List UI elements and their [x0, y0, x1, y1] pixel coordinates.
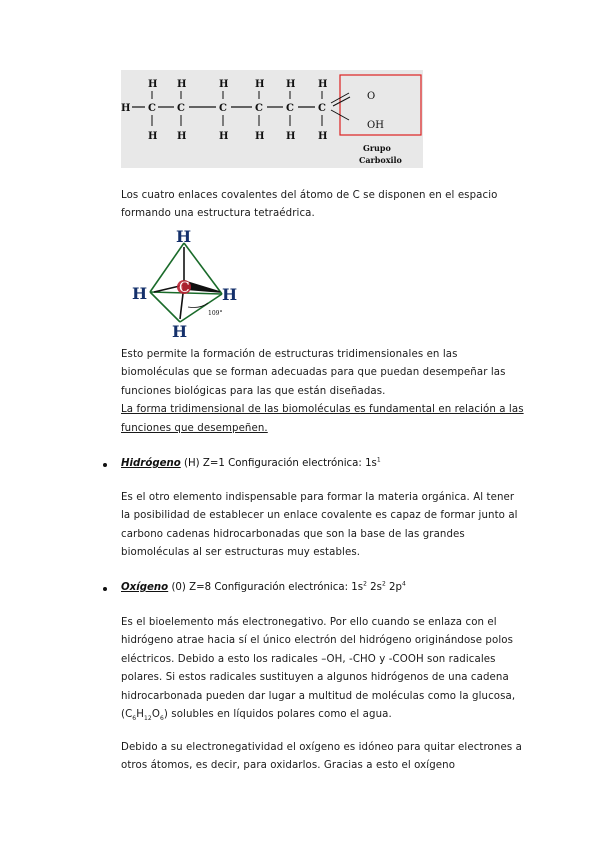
config-label: Configuración electrónica:: [228, 458, 362, 469]
config-value: $1s^1$: [365, 456, 381, 469]
text-line: $(C_6H_{12}O_6)$ solubles en líquidos polares como el agua.: [121, 709, 392, 723]
oxygen-symbol: (0): [171, 582, 186, 593]
left-hydrogen-atom: H: [132, 284, 148, 303]
bottom-hydrogen: H: [318, 131, 328, 142]
hydrogen-z: Z=1: [202, 458, 225, 469]
carboxyl-chain-figure: [121, 70, 423, 168]
text-line: biomoléculas al ser estructuras muy estables.: [121, 547, 361, 559]
chain-hydrogen: H: [121, 103, 131, 114]
bottom-hydrogen: H: [219, 131, 229, 142]
chain-carbon: C: [318, 103, 326, 114]
top-hydrogen: H: [177, 79, 187, 90]
text-line: Debido a su electronegatividad el oxígeno es idóneo para quitar electrones a: [121, 742, 522, 753]
oxygen-term: Oxígeno: [121, 582, 169, 593]
top-hydrogen: H: [286, 79, 296, 90]
hydrogen-item: [121, 455, 381, 473]
top-hydrogen: H: [255, 79, 265, 90]
chain-carbon: C: [255, 103, 263, 114]
bond-angle-label: 109°: [208, 310, 223, 317]
top-hydrogen: H: [219, 79, 229, 90]
config-label: Configuración electrónica:: [214, 582, 349, 593]
text-line: Es el bioelemento más electronegativo. Por ello cuando se enlaza con el: [121, 617, 497, 628]
underlined-line: funciones que desempeñen.: [121, 422, 268, 434]
tetrahedral-methane-figure: [128, 229, 254, 340]
chain-carbon: C: [177, 103, 185, 114]
text-line: biomoléculas que se forman adecuadas para que puedan desempeñar las: [121, 367, 506, 379]
text-line: formando una estructura tetraédrica.: [121, 208, 315, 220]
text-line: funciones biológicas para las que están diseñadas.: [121, 385, 386, 397]
oxygen-item: [121, 579, 406, 597]
carboxyl-label-line1: Grupo: [363, 143, 391, 153]
bottom-hydrogen: H: [148, 131, 158, 142]
paragraph-oxidation: [121, 739, 522, 776]
bottom-hydrogen: H: [286, 131, 296, 142]
text-line: eléctricos. Debido a esto los radicales –OH, -CHO y -COOH son radicales: [121, 653, 496, 665]
top-hydrogen: H: [148, 79, 158, 90]
chain-carbon: C: [219, 103, 227, 114]
text-line: carbono cadenas hidrocarbonadas que son la base de las grandes: [121, 528, 465, 540]
paragraph-three-dimensional: [121, 346, 524, 438]
text-line: otros átomos, es decir, para oxidarlos. Gracias a esto el oxígeno: [121, 760, 456, 772]
text-line: hidrógeno atrae hacia sí el único electrón del hidrógeno originándose polos: [121, 635, 513, 647]
text-line: Esto permite la formación de estructuras tridimensionales en las: [121, 349, 458, 360]
text-line: Es el otro elemento indispensable para formar la materia orgánica. Al tener: [121, 492, 515, 503]
top-hydrogen: H: [318, 79, 328, 90]
hydrogen-symbol: (H): [184, 458, 200, 469]
bottom-hydrogen: H: [177, 131, 187, 142]
top-hydrogen-atom: H: [176, 229, 192, 246]
paragraph-hydrogen: [121, 489, 518, 563]
text-line: polares. Si estos radicales sustituyen a algunos hidrógenos de una cadena: [121, 672, 509, 684]
paragraph-tetrahedral: [121, 187, 497, 224]
chain-carbon: C: [148, 103, 156, 114]
chain-carbon: C: [286, 103, 294, 114]
hydrogen-term: Hidrógeno: [121, 458, 181, 469]
carboxyl-label-line2: Carboxilo: [359, 155, 402, 165]
carboxyl-hydroxyl: OH: [367, 120, 384, 131]
carboxyl-oxygen: O: [367, 91, 376, 102]
carboxyl-chain-diagram: [121, 70, 423, 168]
paragraph-oxygen: [121, 614, 515, 724]
text-line: hidrocarbonada pueden dar lugar a multitud de moléculas como la glucosa,: [121, 690, 516, 702]
bottom-hydrogen-atom: H: [172, 322, 188, 340]
right-hydrogen-atom: H: [222, 285, 238, 304]
bullet-icon: [103, 587, 107, 591]
oxygen-z: Z=8: [189, 582, 212, 593]
bullet-icon: [103, 463, 107, 467]
tetrahedral-methane-diagram: [128, 229, 254, 340]
center-carbon: C: [179, 280, 190, 296]
underlined-line: La forma tridimensional de las biomoléculas es fundamental en relación a las: [121, 404, 524, 416]
glucose-formula: $(C_6H_{12}O_6)$: [121, 709, 168, 723]
text-line: la posibilidad de establecer un enlace covalente es capaz de formar junto al: [121, 510, 518, 522]
text-line: Los cuatro enlaces covalentes del átomo de C se disponen en el espacio: [121, 190, 498, 201]
bottom-hydrogen: H: [255, 131, 265, 142]
config-value: $1s^2$ $2s^2$ $2p^4$: [351, 580, 406, 593]
